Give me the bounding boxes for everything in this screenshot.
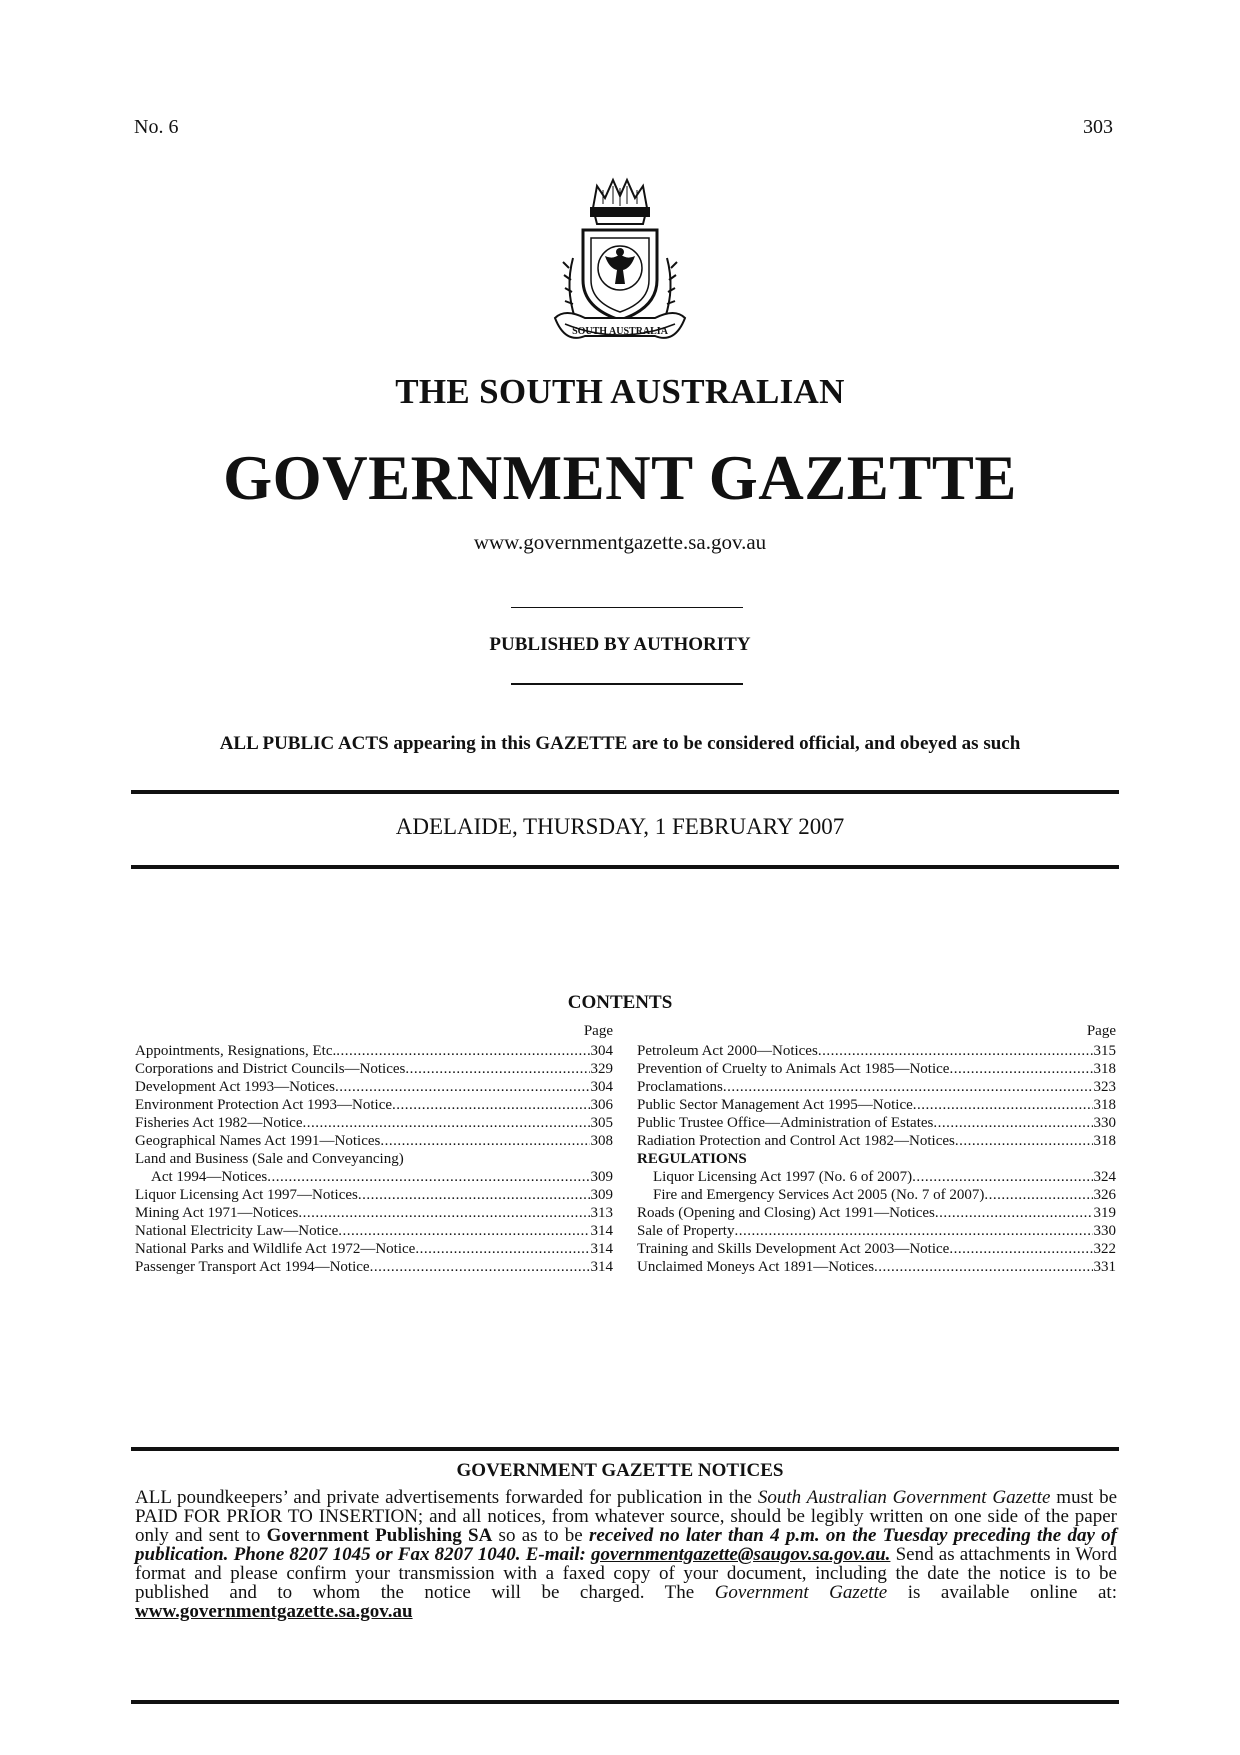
contents-entry-title: National Parks and Wildlife Act 1972—Notice	[135, 1241, 416, 1257]
contents-entry-page: 323	[1093, 1079, 1116, 1095]
dot-leader	[335, 1078, 590, 1096]
contents-entry[interactable]	[637, 1060, 1116, 1078]
contents-entry-page: 319	[1093, 1205, 1116, 1221]
contents-entry[interactable]	[637, 1186, 1116, 1204]
contents-entry-title: Act 1994—Notices	[151, 1169, 268, 1185]
contents-entry[interactable]	[135, 1186, 613, 1204]
contents-section-heading: REGULATIONS	[637, 1151, 747, 1167]
contents-entry[interactable]	[135, 1096, 613, 1114]
contents-entry-title: Petroleum Act 2000—Notices	[637, 1043, 818, 1059]
contents-entry[interactable]	[135, 1060, 613, 1078]
notice-text: must be PAID FOR PRIOR TO INSERTION; and all notices, from whatever source, should be legibly written on one side of the paper only and sent to	[135, 1487, 1118, 1546]
dot-leader	[913, 1096, 1093, 1114]
dot-leader	[298, 1204, 589, 1222]
contents-entry-title: Sale of Property	[637, 1223, 735, 1239]
thick-divider-date-bottom	[131, 865, 1119, 869]
contents-entry-title: Fire and Emergency Services Act 2005 (No. 7 of 2007)	[653, 1187, 985, 1203]
dot-leader	[267, 1168, 589, 1186]
dot-leader	[874, 1258, 1092, 1276]
contents-entry[interactable]	[637, 1132, 1116, 1150]
contents-entry: Land and Business (Sale and Conveyancing)	[135, 1151, 404, 1167]
contents-entry[interactable]	[637, 1096, 1116, 1114]
issue-number: No. 6	[134, 116, 179, 138]
contents-entry-page: 304	[590, 1079, 613, 1095]
page-column-label: Page	[1086, 1023, 1116, 1039]
contents-entry[interactable]	[637, 1258, 1116, 1276]
notice-text: is available online at:	[887, 1582, 1117, 1603]
contents-entry[interactable]	[135, 1240, 613, 1258]
contents-entry-title: Development Act 1993—Notices	[135, 1079, 335, 1095]
contents-entry[interactable]	[135, 1114, 613, 1132]
notice-text: ALL poundkeepers’ and private advertisements forwarded for publication in the	[135, 1487, 758, 1508]
contents-entry-title: Training and Skills Development Act 2003—Notice	[637, 1241, 950, 1257]
contents-entry[interactable]	[637, 1222, 1116, 1240]
contents-entry[interactable]	[135, 1204, 613, 1222]
page-number: 303	[1083, 116, 1113, 138]
contents-entry-title: Mining Act 1971—Notices	[135, 1205, 299, 1221]
contents-entry-page: 330	[1093, 1115, 1116, 1131]
contents-entry-title: Roads (Opening and Closing) Act 1991—Notices	[637, 1205, 935, 1221]
dot-leader	[949, 1240, 1092, 1258]
dot-leader	[935, 1204, 1093, 1222]
contents-entry[interactable]	[637, 1204, 1116, 1222]
notice-text: so as to be	[492, 1525, 589, 1546]
contents-entry-page: 326	[1093, 1187, 1116, 1203]
dot-leader	[336, 1042, 589, 1060]
dot-leader	[949, 1060, 1092, 1078]
contents-entry-page: 318	[1093, 1133, 1116, 1149]
dot-leader	[392, 1096, 589, 1114]
contents-entry-page: 318	[1093, 1061, 1116, 1077]
dot-leader	[933, 1114, 1092, 1132]
contents-entry-page: 308	[590, 1133, 613, 1149]
contents-entry-title: Public Trustee Office—Administration of Estates	[637, 1115, 934, 1131]
contents-entry-page: 313	[590, 1205, 613, 1221]
contents-entry-page: 324	[1093, 1169, 1116, 1185]
dot-leader	[912, 1168, 1092, 1186]
email-link[interactable]: governmentgazette@saugov.sa.gov.au.	[591, 1544, 891, 1565]
dot-leader	[984, 1186, 1092, 1204]
thick-divider-notices-top	[131, 1447, 1119, 1451]
crest-scroll-text: SOUTH AUSTRALIA	[572, 326, 668, 337]
contents-entry[interactable]	[135, 1132, 613, 1150]
website-url[interactable]: www.governmentgazette.sa.gov.au	[473, 530, 767, 554]
short-divider-bottom	[511, 683, 743, 685]
contents-entry[interactable]	[135, 1078, 613, 1096]
contents-entry[interactable]	[135, 1042, 613, 1060]
title-the-south-australian: THE SOUTH AUSTRALIAN	[395, 372, 845, 411]
short-divider-top	[511, 607, 743, 608]
contents-entry-title: Passenger Transport Act 1994—Notice	[135, 1259, 370, 1275]
contents-left-column	[135, 1022, 613, 1276]
dot-leader	[734, 1222, 1092, 1240]
dot-leader	[302, 1114, 589, 1132]
contents-heading: CONTENTS	[567, 992, 673, 1013]
contents-entry-title: Fisheries Act 1982—Notice	[135, 1115, 303, 1131]
dot-leader	[955, 1132, 1093, 1150]
dateline: ADELAIDE, THURSDAY, 1 FEBRUARY 2007	[395, 814, 845, 839]
contents-entry[interactable]	[637, 1114, 1116, 1132]
dot-leader	[358, 1186, 590, 1204]
contents-entry[interactable]	[637, 1240, 1116, 1258]
contents-entry-page: 309	[590, 1187, 613, 1203]
contents-entry-page: 314	[590, 1241, 613, 1257]
dot-leader	[818, 1042, 1093, 1060]
notice-text: Send as attachments in Word format and please confirm your transmission with a faxed copy of your document, including the date the notice is to be published and to whom the notice will be charged. The	[135, 1544, 1117, 1603]
contents-entry-page: 330	[1093, 1223, 1116, 1239]
notice-text-italic: Government Gazette	[714, 1582, 888, 1603]
published-by-authority: PUBLISHED BY AUTHORITY	[489, 634, 751, 655]
thick-divider-date-top	[131, 790, 1119, 794]
contents-entry-page: 304	[590, 1043, 613, 1059]
contents-entry-title: Liquor Licensing Act 1997—Notices	[135, 1187, 358, 1203]
contents-right-column	[637, 1022, 1116, 1276]
contents-entry-title: Public Sector Management Act 1995—Notice	[637, 1097, 913, 1113]
contents-entry-page: 305	[590, 1115, 613, 1131]
contents-entry[interactable]	[135, 1222, 613, 1240]
contents-entry[interactable]	[637, 1168, 1116, 1186]
dot-leader	[338, 1222, 589, 1240]
notices-body	[135, 1488, 1117, 1621]
contents-entry-title: Prevention of Cruelty to Animals Act 1985—Notice	[637, 1061, 950, 1077]
public-acts-statement: ALL PUBLIC ACTS appearing in this GAZETTE are to be considered official, and obeyed as such	[219, 733, 1021, 754]
south-australia-crest-icon	[525, 168, 715, 358]
contents-entry-title: Unclaimed Moneys Act 1891—Notices	[637, 1259, 875, 1275]
dot-leader	[380, 1132, 589, 1150]
dot-leader	[405, 1060, 589, 1078]
contents-entry-page: 322	[1093, 1241, 1116, 1257]
contents-entry-page: 306	[590, 1097, 613, 1113]
dot-leader	[723, 1078, 1093, 1096]
contents-entry-page: 314	[590, 1259, 613, 1275]
notice-text-bold: Government Publishing SA	[266, 1525, 493, 1546]
contents-entry[interactable]	[135, 1168, 613, 1186]
contents-entry-title: National Electricity Law—Notice	[135, 1223, 339, 1239]
contents-entry-page: 315	[1093, 1043, 1116, 1059]
thick-divider-notices-bottom	[131, 1700, 1119, 1704]
contents-entry-page: 329	[590, 1061, 613, 1077]
notices-heading: GOVERNMENT GAZETTE NOTICES	[456, 1460, 784, 1481]
contents-entry-page: 318	[1093, 1097, 1116, 1113]
contents-entry[interactable]	[135, 1258, 613, 1276]
contents-entry[interactable]	[637, 1078, 1116, 1096]
dot-leader	[370, 1258, 590, 1276]
page-title: GOVERNMENT GAZETTE	[223, 443, 1017, 513]
contents-entry-page: 309	[590, 1169, 613, 1185]
contents-entry-page: 331	[1093, 1259, 1116, 1275]
notice-deadline-text: received no later than 4 p.m. on the Tuesday preceding the day of publication. Phone 8207 1045 or Fax 8207 1040. E-mail:	[135, 1525, 1117, 1565]
contents-entry-title: Radiation Protection and Control Act 1982—Notices	[637, 1133, 955, 1149]
website-link[interactable]: www.governmentgazette.sa.gov.au	[135, 1601, 413, 1622]
dot-leader	[415, 1240, 589, 1258]
contents-entry-title: Geographical Names Act 1991—Notices	[135, 1133, 381, 1149]
contents-entry-title: Liquor Licensing Act 1997 (No. 6 of 2007)	[653, 1169, 913, 1185]
contents-entry-title: Appointments, Resignations, Etc.	[135, 1043, 337, 1059]
contents-entry-page: 314	[590, 1223, 613, 1239]
page-column-label: Page	[583, 1023, 613, 1039]
contents-entry-title: Environment Protection Act 1993—Notice	[135, 1097, 393, 1113]
contents-entry-title: Corporations and District Councils—Notices	[135, 1061, 406, 1077]
contents-entry[interactable]	[637, 1042, 1116, 1060]
notice-text-italic: South Australian Government Gazette	[757, 1487, 1051, 1508]
contents-entry-title: Proclamations	[637, 1079, 723, 1095]
